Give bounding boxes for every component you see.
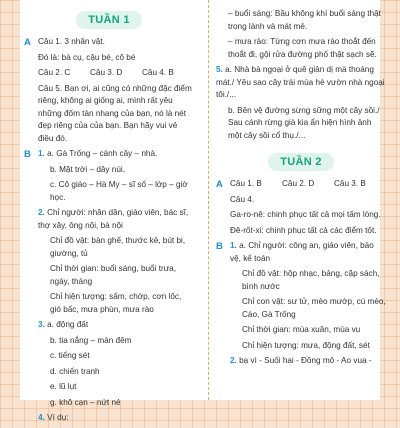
item-1a <box>230 240 386 265</box>
week-1-heading <box>24 10 194 29</box>
item-4 <box>38 412 194 425</box>
example-morning: – buổi sáng: Bầu không khí buổi sáng thật trong lành và mát mẻ. <box>228 9 381 31</box>
item-text: a. động đất <box>47 320 89 329</box>
item-number: 3. <box>38 320 45 329</box>
section-letter: A <box>216 179 223 190</box>
item-3e: e. lũ lụt <box>50 382 77 391</box>
item-5b: b. Bên vệ đường sừng sững một cây sồi./ Sau cánh rừng già kia ẩn hiện hình ảnh một cây sồi cổ thụ./... <box>228 105 380 140</box>
week-2-section-b <box>216 240 386 368</box>
answer-q1: Câu 1. 3 nhân vật. <box>38 37 105 46</box>
answer-q1-q3-row <box>230 178 386 191</box>
item-2a <box>38 207 194 232</box>
week-2-label: TUẦN 2 <box>268 153 334 171</box>
item-text: a. Chỉ người: công an, giáo viên, bảo vệ, kế toán <box>230 241 374 263</box>
item-1a <box>38 148 194 161</box>
item-text: a. Gà Trống – cánh cây – nhà. <box>47 149 158 158</box>
answer-q2: Câu 2. D <box>282 179 315 188</box>
week-1-label: TUẦN 1 <box>76 11 142 29</box>
section-letter: B <box>24 149 31 160</box>
item-1-animals: Chỉ con vật: sư tử, mèo mướp, cú mèo, Cáo, Gà Trống <box>242 297 386 319</box>
item-2d: Chỉ hiện tượng: sấm, chớp, cơn lốc, gió bấc, mưa phùn, mưa rào <box>50 292 182 314</box>
item-3b: b. tia nắng – màn đêm <box>50 335 132 345</box>
example-rain: – mưa rào: Từng cơn mưa rào thoắt đến thoắt đi, gội rửa đường phố thật sạch sẽ. <box>228 37 377 59</box>
week-1-section-a <box>24 36 194 145</box>
item-1-time: Chỉ thời gian: mùa xuân, mùa vụ <box>242 325 361 334</box>
answer-q1: Câu 1. B <box>230 179 262 188</box>
right-column <box>216 0 386 371</box>
item-1-objects: Chỉ đồ vật: hộp nhạc, bảng, cặp sách, bình nước <box>242 269 380 291</box>
answer-q4-garrone: Ga-ro-nê: chinh phục tất cả mọi tấm lòng. <box>230 210 381 219</box>
section-letter: B <box>216 241 223 252</box>
item-3d: d. chiến tranh <box>50 366 100 376</box>
week-1-section-b <box>24 148 194 425</box>
left-column <box>24 0 194 428</box>
item-number: 1. <box>230 241 237 250</box>
answer-q2: Câu 2. C <box>38 68 71 77</box>
week-2-heading <box>216 152 386 171</box>
item-number: 4. <box>38 413 45 422</box>
item-3a <box>38 319 194 332</box>
section-letter: A <box>24 37 31 48</box>
answer-q4: Câu 4. B <box>142 68 174 77</box>
item-number: 1. <box>38 149 45 158</box>
answer-q2-q4-row <box>38 67 194 80</box>
workbook-page <box>20 0 386 422</box>
item-text: Chỉ người: nhân dân, giáo viên, bác sĩ, thợ xây, ông nội, bà nội <box>38 208 189 230</box>
answer-q4-derossi: Đê-rốt-xi: chinh phục tất cả các điểm tốt. <box>230 225 377 235</box>
item-2b: Chỉ đồ vật: bàn ghế, thước kẻ, bút bi, giường, tủ <box>50 236 186 258</box>
answer-q3: Câu 3. B <box>334 179 366 188</box>
item-1b: b. Mặt trời – dây núi. <box>50 164 125 174</box>
answer-q4: Câu 4. <box>230 194 255 204</box>
item-2c: Chỉ thời gian: buổi sáng, buổi trưa, ngày, tháng <box>50 264 177 286</box>
item-text: bạ vì - Suối hai - Đồng mô - Ao vua - <box>239 356 372 365</box>
item-3g: g. khô cạn – nứt nẻ <box>50 397 121 407</box>
answer-q1-detail: Đó là: bà cụ, cậu bé, cô bé <box>38 52 136 62</box>
item-number: 5. <box>216 65 223 74</box>
answer-q5: Câu 5. Bạn ơi, ai cũng có những đặc điểm riêng, không ai giống ai, mình rất yêu những đốm tàn nhang của bạn, nó là nét đẹp riêng của của bạn. Bạn hãy vui vẻ điều đó. <box>38 83 192 143</box>
top-spacer <box>216 0 386 8</box>
week-2-section-a <box>216 178 386 237</box>
item-5a <box>216 64 386 102</box>
item-3c: c. tiếng sét <box>50 351 90 360</box>
answer-q3: Câu 3. D <box>90 68 123 77</box>
item-text: a. Nhà bà ngoại ở quê giản dị mà thoáng mát./ Yêu sao cây trái mùa hè vườn nhà ngoại tôi./... <box>216 65 385 99</box>
item-number: 2. <box>38 208 45 217</box>
item-1-phenomena: Chỉ hiện tượng: mưa, động đất, sét <box>242 340 370 350</box>
item-number: 2. <box>230 356 237 365</box>
item-text: Ví dụ: <box>47 413 69 422</box>
column-divider <box>208 0 209 400</box>
item-2 <box>230 355 386 368</box>
item-1c: c. Cô giáo – Hà My – sĩ số – lớp – giờ học. <box>50 180 188 202</box>
